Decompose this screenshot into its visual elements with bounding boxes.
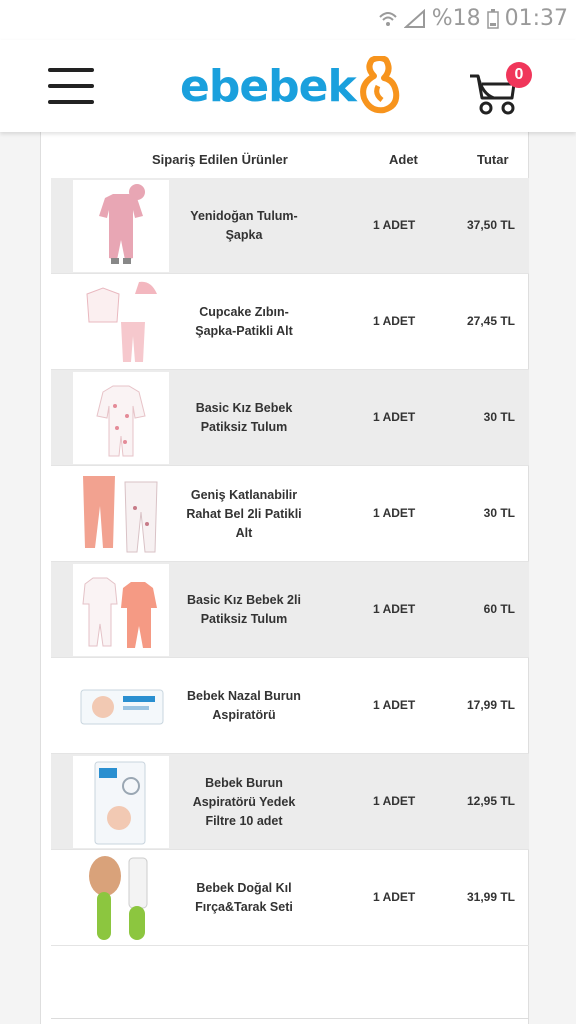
status-icons — [378, 6, 568, 31]
signal-icon — [404, 9, 426, 29]
brush-comb-icon — [73, 852, 169, 944]
product-qty: 1 ADET — [373, 218, 416, 232]
col-header-qty: Adet — [389, 152, 418, 167]
product-thumbnail[interactable] — [73, 660, 169, 752]
nasal-aspirator-box-icon — [73, 660, 169, 752]
product-name[interactable]: Yenidoğan Tulum-Şapka — [190, 209, 298, 242]
baby-pants-icon — [73, 468, 169, 560]
product-name[interactable]: Bebek Burun Aspiratörü Yedek Filtre 10 adet — [192, 775, 296, 828]
logo-mark-icon — [358, 56, 402, 116]
col-header-products: Sipariş Edilen Ürünler — [152, 152, 288, 167]
product-name[interactable]: Basic Kız Bebek Patiksiz Tulum — [195, 401, 293, 434]
table-row[interactable] — [51, 658, 529, 754]
cart-count-badge: 0 — [506, 62, 532, 88]
table-footer-divider — [51, 1018, 529, 1019]
product-price: 27,45 TL — [466, 314, 515, 328]
table-header — [41, 132, 530, 178]
product-qty: 1 ADET — [373, 794, 416, 808]
battery-percent: %18 — [431, 6, 481, 31]
battery-icon — [487, 9, 499, 29]
status-bar — [0, 0, 576, 40]
product-thumbnail[interactable] — [73, 852, 169, 944]
order-panel — [40, 132, 529, 1024]
table-row[interactable] — [51, 466, 529, 562]
table-row[interactable] — [51, 754, 529, 850]
product-name[interactable]: Basic Kız Bebek 2li Patiksiz Tulum — [187, 593, 301, 626]
product-price: 37,50 TL — [466, 218, 515, 232]
product-name[interactable]: Cupcake Zıbın-Şapka-Patikli Alt — [195, 305, 293, 338]
product-price: 17,99 TL — [466, 698, 515, 712]
table-row[interactable] — [51, 850, 529, 946]
hamburger-menu-icon[interactable] — [48, 66, 94, 106]
product-price: 31,99 TL — [466, 890, 515, 904]
table-row[interactable] — [51, 178, 529, 274]
product-thumbnail[interactable] — [73, 564, 169, 656]
product-thumbnail[interactable] — [73, 276, 169, 368]
product-name[interactable]: Geniş Katlanabilir Rahat Bel 2li Patikli Alt — [186, 487, 302, 540]
product-qty: 1 ADET — [373, 698, 416, 712]
cart-button[interactable] — [468, 62, 532, 118]
baby-romper-icon — [73, 372, 169, 464]
product-name[interactable]: Bebek Doğal Kıl Fırça&Tarak Seti — [195, 881, 293, 914]
product-price: 12,95 TL — [466, 794, 515, 808]
product-price: 60 TL — [483, 602, 515, 616]
product-thumbnail[interactable] — [73, 468, 169, 560]
clock: 01:37 — [504, 6, 568, 31]
wifi-icon — [378, 9, 398, 29]
logo-wordmark: ebebek — [180, 60, 356, 112]
filter-box-icon — [73, 756, 169, 848]
product-qty: 1 ADET — [373, 506, 416, 520]
table-row[interactable] — [51, 370, 529, 466]
product-thumbnail[interactable] — [73, 180, 169, 272]
product-qty: 1 ADET — [373, 314, 416, 328]
baby-romper-pair-icon — [73, 564, 169, 656]
product-thumbnail[interactable] — [73, 756, 169, 848]
product-qty: 1 ADET — [373, 890, 416, 904]
product-qty: 1 ADET — [373, 602, 416, 616]
table-row[interactable] — [51, 274, 529, 370]
product-price: 30 TL — [483, 506, 515, 520]
col-header-total: Tutar — [477, 152, 509, 167]
app-header — [0, 40, 576, 132]
brand-logo[interactable] — [180, 56, 402, 116]
baby-romper-icon — [73, 180, 169, 272]
product-thumbnail[interactable] — [73, 372, 169, 464]
table-row[interactable] — [51, 562, 529, 658]
product-price: 30 TL — [483, 410, 515, 424]
product-qty: 1 ADET — [373, 410, 416, 424]
baby-set-icon — [73, 276, 169, 368]
product-name[interactable]: Bebek Nazal Burun Aspiratörü — [187, 689, 301, 722]
